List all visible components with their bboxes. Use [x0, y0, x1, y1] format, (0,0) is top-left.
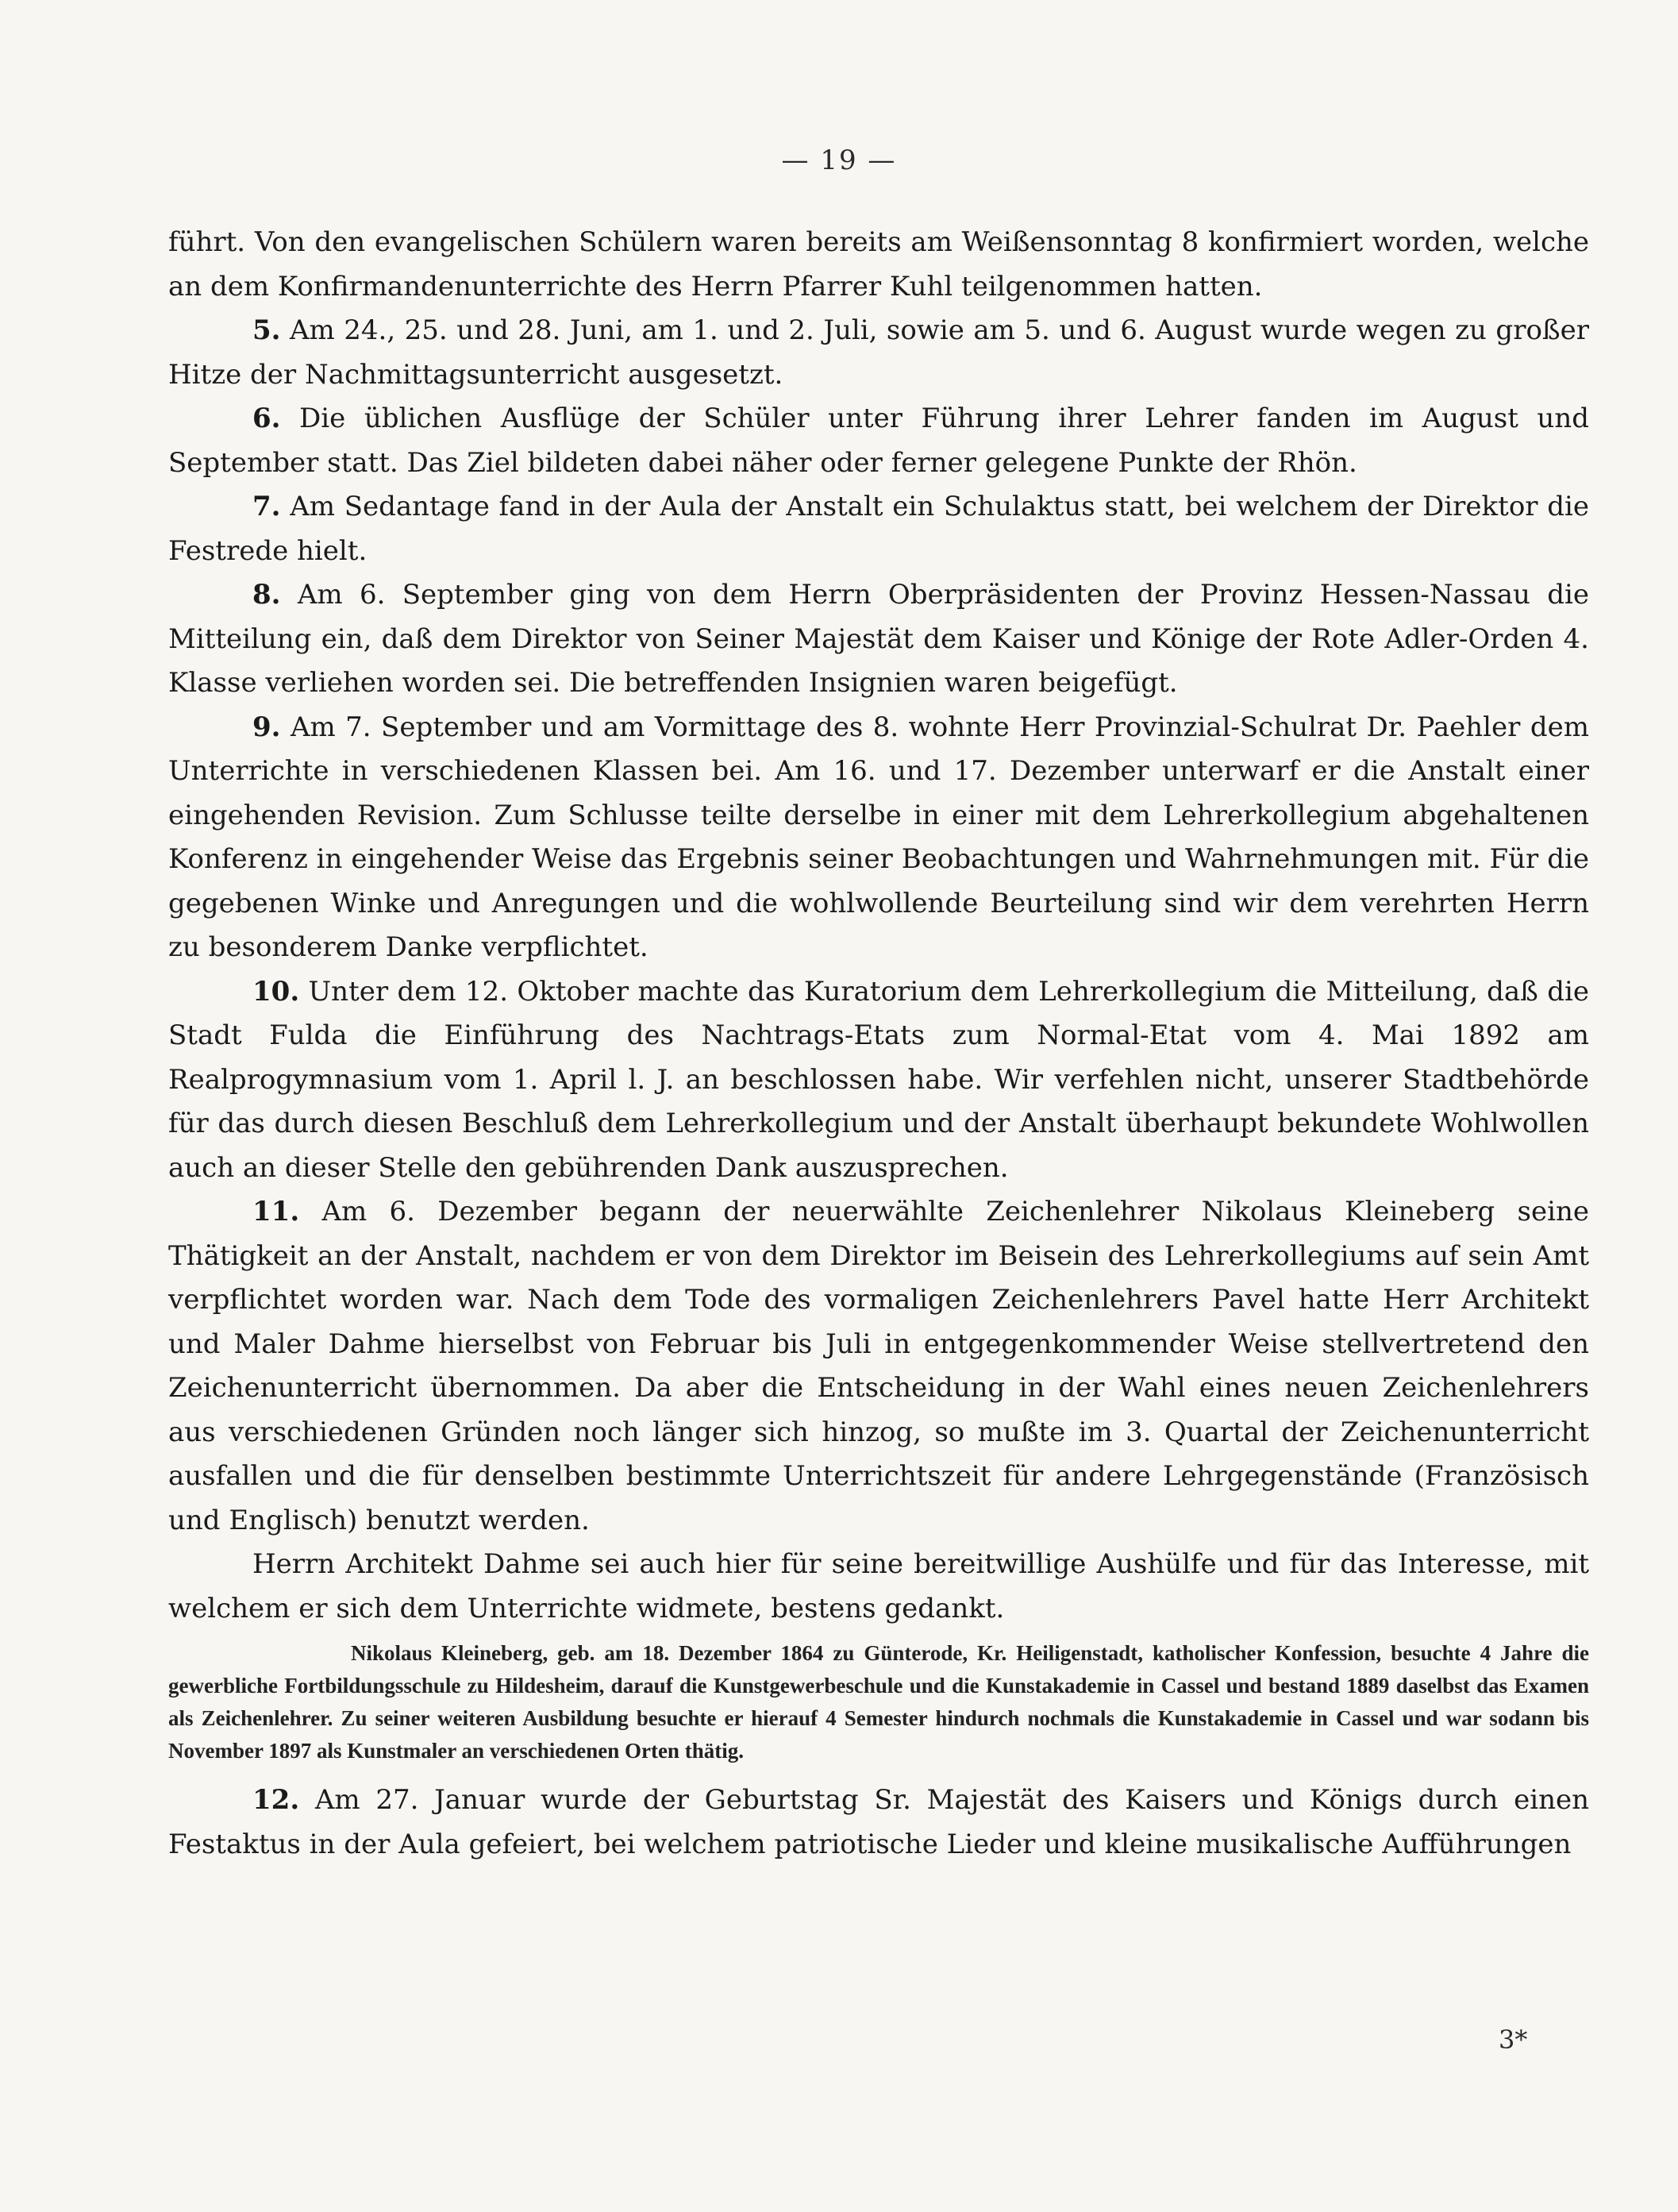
- paragraph-continuation: [168, 221, 1589, 309]
- paragraph-text: Die üblichen Ausflüge der Schüler unter Führung ihrer Lehrer fanden im August und September statt. Das Ziel bildeten dabei näher oder ferner gelegene Punkte der Rhön.: [168, 403, 1589, 479]
- paragraph-text: Herrn Architekt Dahme sei auch hier für seine bereitwillige Aushülfe und für das Interesse, mit welchem er sich dem Unterrichte widmete, bestens gedankt.: [168, 1548, 1589, 1624]
- paragraph-text: Am 6. Dezember begann der neuerwählte Zeichenlehrer Nikolaus Kleineberg seine Thätigkeit an der Anstalt, nachdem er von dem Direktor im Beisein des Lehrerkollegiums auf sein Amt verpflichtet worden war. Nach dem Tode des vormaligen Zeichenlehrers Pavel hatte Herr Architekt und Maler Dahme hierselbst von Februar bis Juli in entgegenkommender Weise stellvertretend den Zeichenunterricht übernommen. Da aber die Entscheidung in der Wahl eines neuen Zeichenlehrers aus verschiedenen Gründen noch länger sich hinzog, so mußte im 3. Quartal der Zeichenunterricht ausfallen und die für denselben bestimmte Unterrichtszeit für andere Lehrgegenstände (Französisch und Englisch) benutzt werden.: [168, 1196, 1589, 1536]
- paragraph-number: 8.: [252, 579, 281, 611]
- paragraph-5: [168, 309, 1589, 397]
- paragraph-number: 12.: [252, 1784, 300, 1816]
- paragraph-11: [168, 1190, 1589, 1543]
- biography-note: [168, 1637, 1589, 1767]
- paragraph-12: [168, 1778, 1589, 1867]
- paragraph-6: [168, 397, 1589, 485]
- paragraph-10: [168, 970, 1589, 1191]
- paragraph-number: 6.: [252, 403, 281, 434]
- paragraph-text: Am Sedantage fand in der Aula der Anstalt ein Schulaktus statt, bei welchem der Direktor die Festrede hielt.: [168, 491, 1589, 567]
- paragraph-number: 5.: [252, 314, 281, 346]
- page-number: — 19 —: [781, 145, 897, 176]
- document-body: [168, 221, 1589, 1867]
- paragraph-8: [168, 573, 1589, 706]
- biography-text: Nikolaus Kleineberg, geb. am 18. Dezember 1864 zu Günterode, Kr. Heiligenstadt, katholischer Konfession, besuchte 4 Jahre die gewerbliche Fortbildungsschule zu Hildesheim, darauf die Kunstgewerbeschule und die Kunstakademie in Cassel und bestand 1889 daselbst das Examen als Zeichenlehrer. Zu seiner weiteren Ausbildung besuchte er hierauf 4 Semester hindurch nochmals die Kunstakademie in Cassel und war sodann bis November 1897 als Kunstmaler an verschiedenen Orten thätig.: [168, 1641, 1589, 1763]
- signature-mark: 3*: [1499, 2025, 1528, 2055]
- paragraph-7: [168, 485, 1589, 573]
- paragraph-number: 9.: [252, 711, 281, 743]
- paragraph-11-continued: [168, 1543, 1589, 1631]
- paragraph-text: Am 24., 25. und 28. Juni, am 1. und 2. Juli, sowie am 5. und 6. August wurde wegen zu großer Hitze der Nachmittagsunterricht ausgesetzt.: [168, 314, 1589, 391]
- paragraph-text: Am 6. September ging von dem Herrn Oberpräsidenten der Provinz Hessen-Nassau die Mitteilung ein, daß dem Direktor von Seiner Majestät dem Kaiser und Könige der Rote Adler-Orden 4. Klasse verliehen worden sei. Die betreffenden Insignien waren beigefügt.: [168, 579, 1590, 699]
- paragraph-number: 10.: [252, 975, 300, 1008]
- paragraph-text: Am 27. Januar wurde der Geburtstag Sr. Majestät des Kaisers und Königs durch einen Festaktus in der Aula gefeiert, bei welchem patriotische Lieder und kleine musikalische Aufführungen: [168, 1784, 1589, 1860]
- paragraph-number: 11.: [252, 1196, 300, 1227]
- paragraph-text: Am 7. September und am Vormittage des 8. wohnte Herr Provinzial-Schulrat Dr. Paehler dem Unterrichte in verschiedenen Klassen bei. Am 16. und 17. Dezember unterwarf er die Anstalt einer eingehenden Revision. Zum Schlusse teilte derselbe in einer mit dem Lehrerkollegium abgehaltenen Konferenz in eingehender Weise das Ergebnis seiner Beobachtungen und Wahrnehmungen mit. Für die gegebenen Winke und Anregungen und die wohlwollende Beurteilung sind wir dem verehrten Herrn zu besonderem Danke verpflichtet.: [168, 711, 1589, 963]
- paragraph-number: 7.: [252, 491, 281, 522]
- paragraph-9: [168, 706, 1589, 970]
- paragraph-text: führt. Von den evangelischen Schülern waren bereits am Weißensonntag 8 konfirmiert worden, welche an dem Konfirmandenunterrichte des Herrn Pfarrer Kuhl teilgenommen hatten.: [168, 226, 1589, 303]
- paragraph-text: Unter dem 12. Oktober machte das Kuratorium dem Lehrerkollegium die Mitteilung, daß die Stadt Fulda die Einführung des Nachtrags-Etats zum Normal-Etat vom 4. Mai 1892 am Realprogymnasium vom 1. April l. J. an beschlossen habe. Wir verfehlen nicht, unserer Stadtbehörde für das durch diesen Beschluß dem Lehrerkollegium und der Anstalt überhaupt bekundete Wohlwollen auch an dieser Stelle den gebührenden Dank auszusprechen.: [168, 975, 1590, 1184]
